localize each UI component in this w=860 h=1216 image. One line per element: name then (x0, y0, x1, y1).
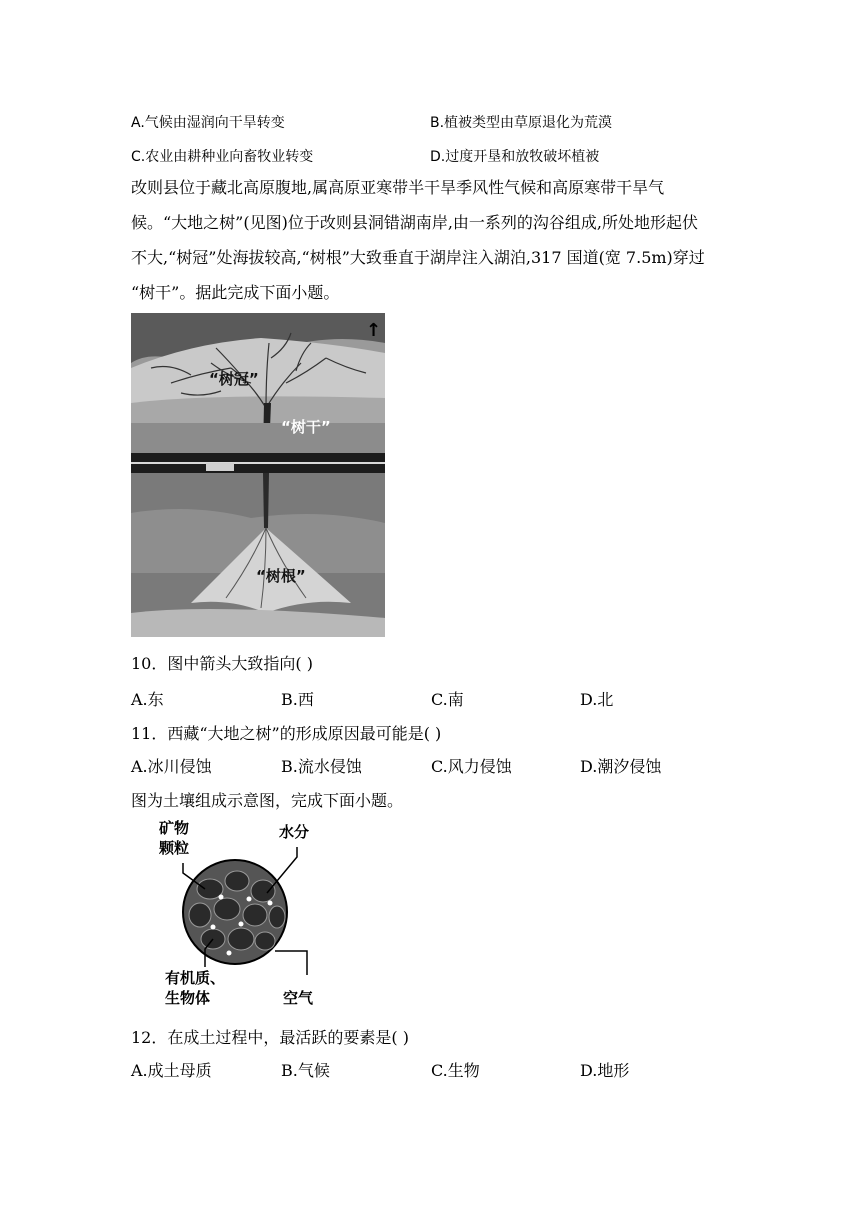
north-arrow-icon: ↑ (366, 320, 382, 341)
intro-line-4: “树干”。据此完成下面小题。 (131, 283, 340, 302)
q11-option-b: B.流水侵蚀 (281, 757, 362, 776)
q12-option-c: C.生物 (431, 1061, 480, 1080)
label-mineral-2: 颗粒 (159, 839, 190, 857)
q11-option-a: A.冰川侵蚀 (131, 757, 212, 776)
question-12-stem: 12．在成土过程中，最活跃的要素是( ) (131, 1028, 409, 1047)
label-trunk: “树干” (281, 418, 331, 436)
label-organic-2: 生物体 (165, 989, 211, 1007)
option-c: C.农业由耕种业向畜牧业转变 (131, 149, 314, 165)
label-organic-1: 有机质、 (165, 969, 226, 987)
option-d: D.过度开垦和放牧破坏植被 (430, 149, 600, 165)
q11-option-c: C.风力侵蚀 (431, 757, 512, 776)
label-mineral-1: 矿物 (159, 819, 190, 837)
aerial-photo (131, 313, 385, 637)
label-crown: “树冠” (209, 370, 259, 388)
label-root: “树根” (256, 567, 306, 585)
q11-option-d: D.潮汐侵蚀 (580, 757, 662, 776)
soil-diagram (155, 817, 325, 1007)
label-water: 水分 (279, 823, 310, 841)
q12-option-b: B.气候 (281, 1061, 330, 1080)
q10-option-c: C.南 (431, 690, 464, 709)
option-b: B.植被类型由草原退化为荒漠 (430, 115, 613, 131)
q10-option-d: D.北 (580, 690, 614, 709)
question-10-stem: 10．图中箭头大致指向( ) (131, 654, 313, 673)
intro-line-3: 不大,“树冠”处海拔较高,“树根”大致垂直于湖岸注入湖泊,317 国道(宽 7.5m)穿过 (131, 248, 705, 267)
q12-option-a: A.成土母质 (131, 1061, 212, 1080)
option-a: A.气候由湿润向干旱转变 (131, 115, 285, 131)
intro-line-1: 改则县位于藏北高原腹地,属高原亚寒带半干旱季风性气候和高原寒带干旱气 (131, 178, 665, 197)
q12-option-d: D.地形 (580, 1061, 630, 1080)
intro-line-2: 候。“大地之树”(见图)位于改则县洞错湖南岸,由一系列的沟谷组成,所处地形起伏 (131, 213, 699, 232)
q10-option-b: B.西 (281, 690, 314, 709)
question-11-stem: 11．西藏“大地之树”的形成原因最可能是( ) (131, 724, 442, 743)
q10-option-a: A.东 (131, 690, 164, 709)
intro-soil: 图为土壤组成示意图，完成下面小题。 (131, 791, 404, 810)
label-air: 空气 (283, 989, 314, 1007)
aerial-photo-drawing (131, 313, 385, 637)
